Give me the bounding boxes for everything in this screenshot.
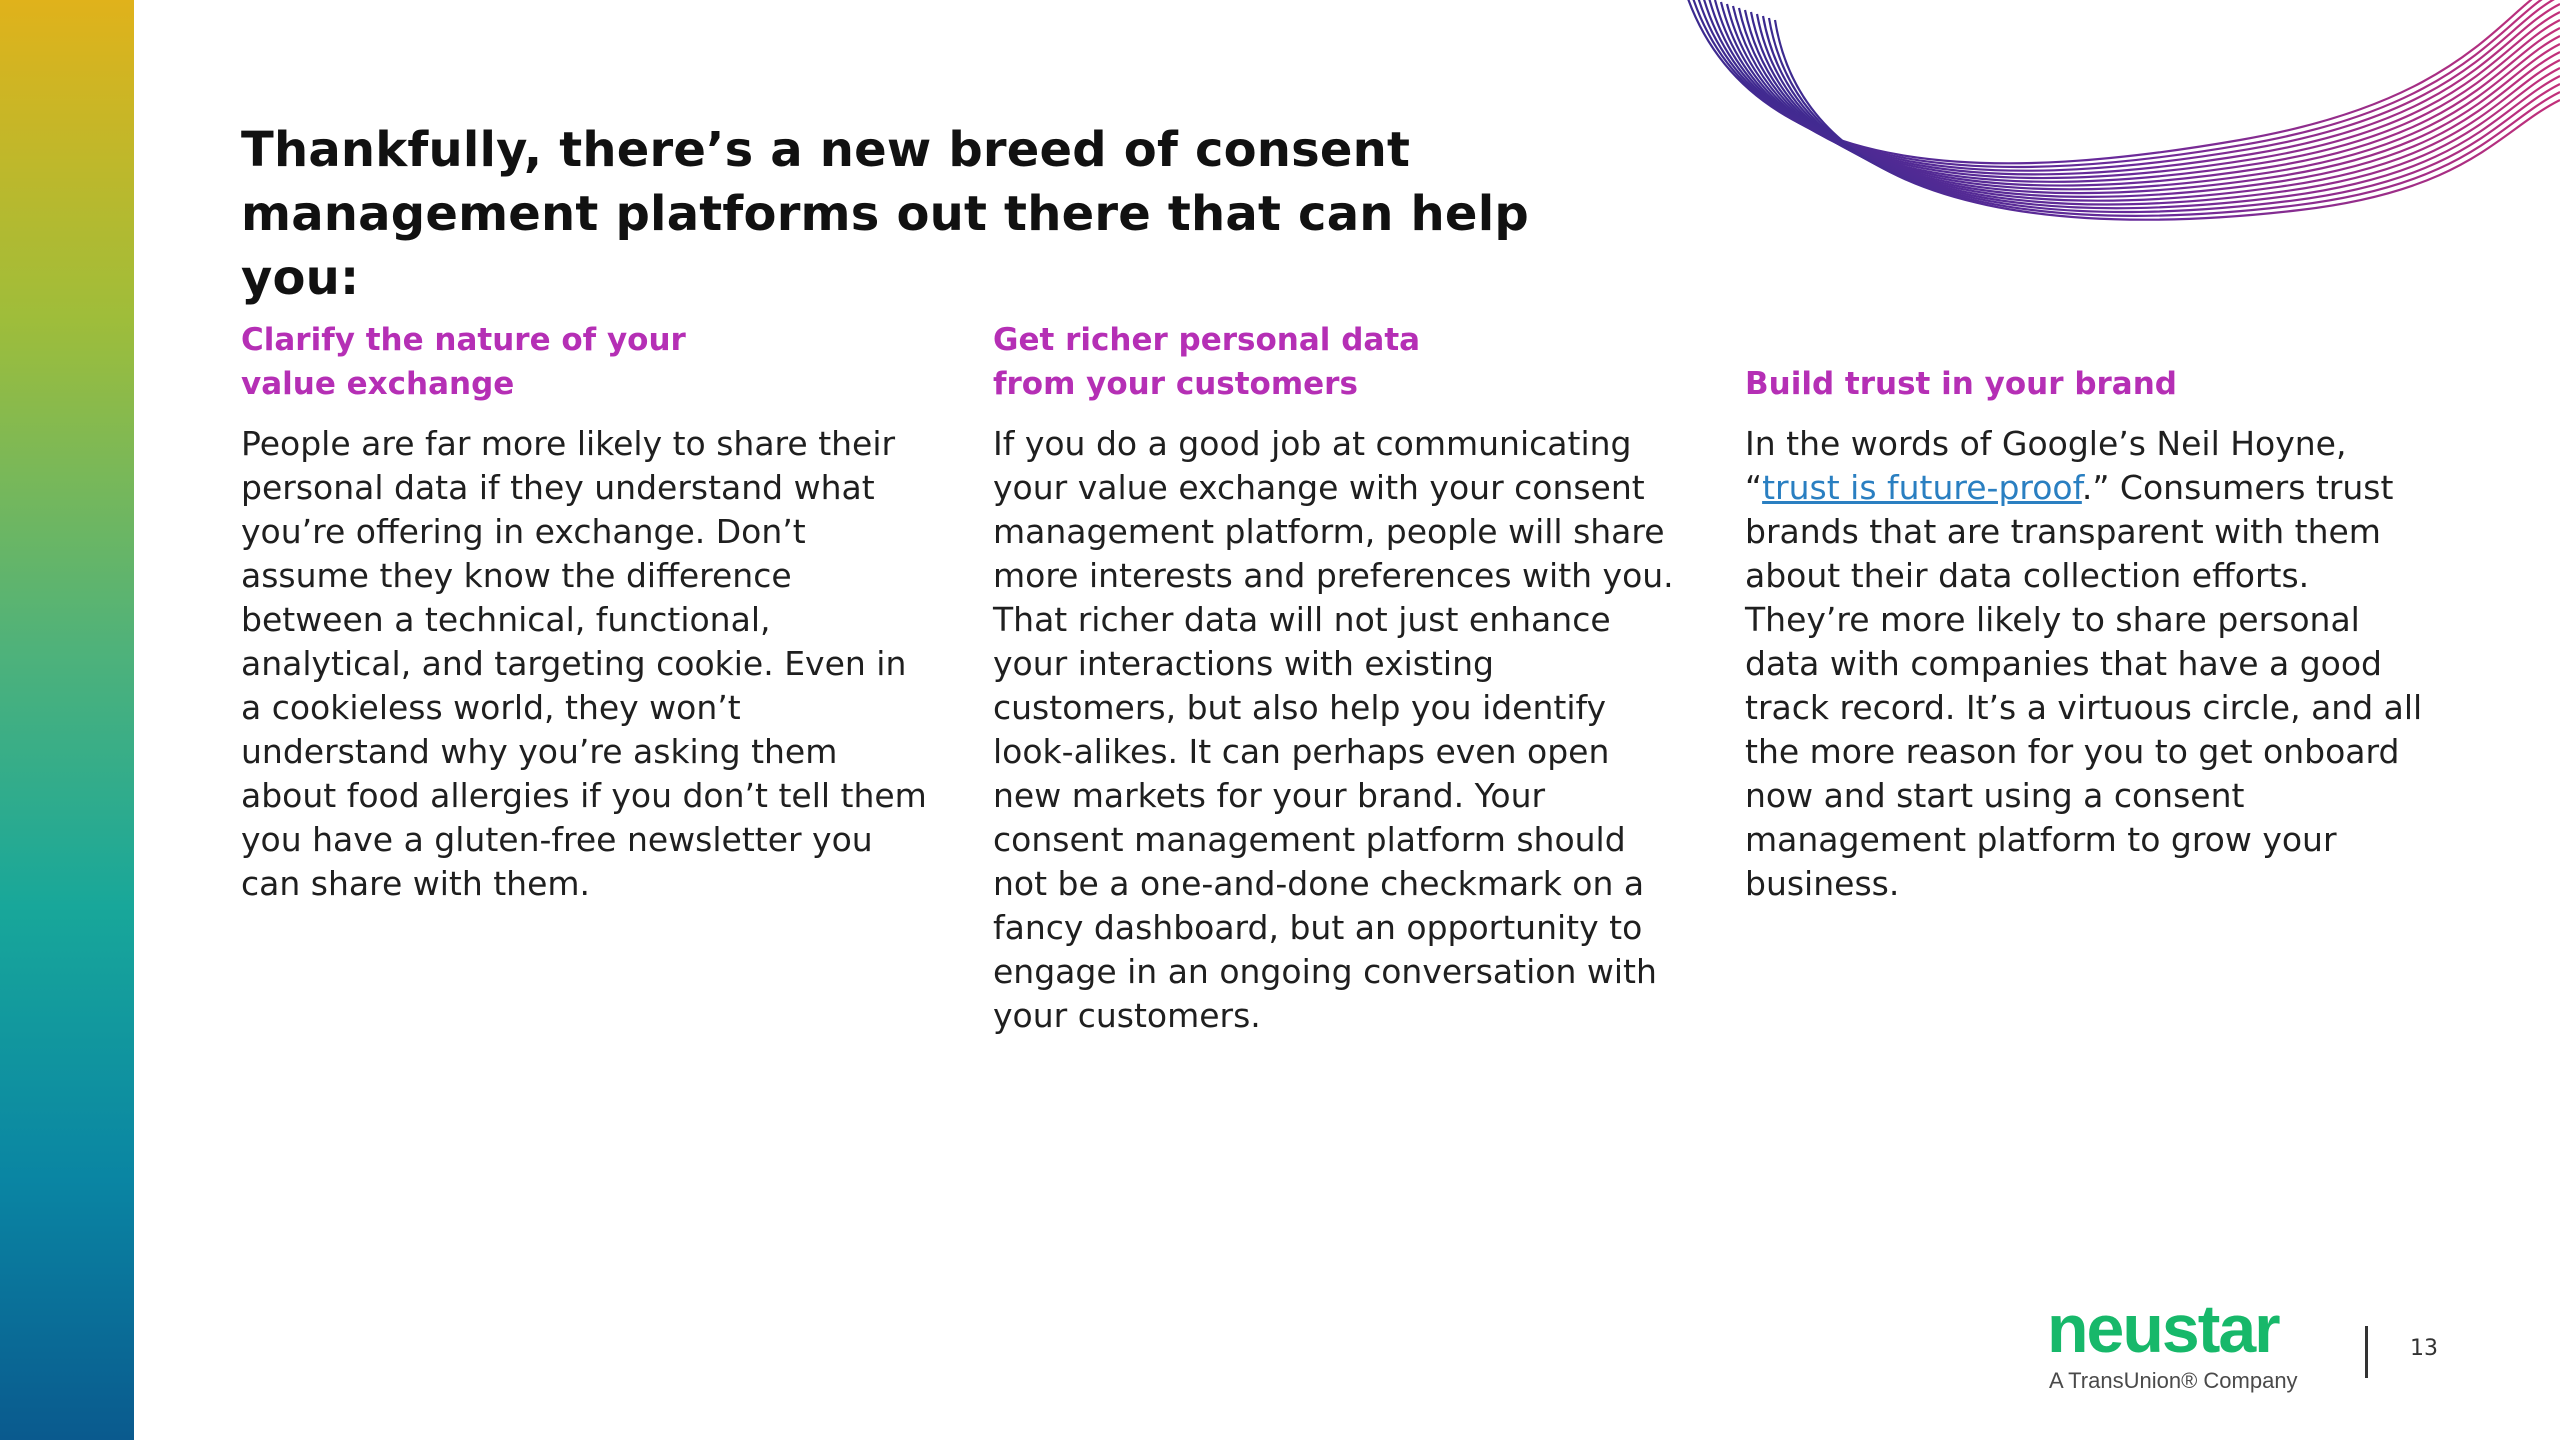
footer <box>2040 1290 2540 1400</box>
column-body: If you do a good job at communicating your value exchange with your consent management platform, people will share more interests and preferences with you. That richer data will not just enhance your interactions with existing customers, but also help you identify look-alikes. It can perhaps even open new markets for your brand. Your consent management platform should not be a one-and-done checkmark on a fancy dashboard, but an opportunity to engage in an ongoing conversation with your customers. <box>993 424 1674 1035</box>
decorative-wave-graphic <box>1680 0 2560 250</box>
wave-line <box>1691 0 2560 167</box>
column-heading <box>993 318 1683 406</box>
body-text-after-link: .” Consumers trust brands that are transparent with them about their data collection efforts. They’re more likely to share personal data with companies that have a good track record. It’s a virtuous circle, and all the more reason for you to get onboard now and start using a consent management platform to grow your business. <box>1745 468 2423 903</box>
neustar-logo: neustar <box>2047 1291 2279 1367</box>
gradient-side-bar <box>0 0 134 1440</box>
page-headline: Thankfully, there’s a new breed of consent management platforms out there that can help you: <box>241 122 1529 306</box>
body-text-before-link: In the words of Google’s Neil Hoyne, “ <box>1745 424 2347 507</box>
footer-divider <box>2365 1326 2368 1378</box>
column-body <box>1745 422 2435 906</box>
column-heading-text: Get richer personal data from your customers <box>993 322 1421 402</box>
page-number: 13 <box>2410 1336 2438 1361</box>
column-heading-text: Clarify the nature of your value exchange <box>241 322 686 402</box>
column-build-trust <box>1745 318 2435 906</box>
column-heading <box>241 318 931 406</box>
column-heading <box>1745 318 2435 406</box>
trust-is-future-proof-link[interactable]: trust is future-proof <box>1762 468 2082 507</box>
column-value-exchange <box>241 318 931 906</box>
wave-line <box>1757 14 2560 208</box>
column-body: People are far more likely to share their personal data if they understand what you’re offering in exchange. Don’t assume they know the difference between a technical, functional, analytical, and targeting cookie. Even in a cookieless world, they won’t understand why you’re asking them about food allergies if you don’t tell them you have a gluten-free newsletter you can share with them. <box>241 424 927 903</box>
logo-tagline: A TransUnion® Company <box>2049 1368 2298 1393</box>
wave-line <box>1733 6 2560 193</box>
wave-line <box>1703 0 2560 174</box>
column-richer-data <box>993 318 1683 1038</box>
column-heading-text: Build trust in your brand <box>1745 366 2177 402</box>
